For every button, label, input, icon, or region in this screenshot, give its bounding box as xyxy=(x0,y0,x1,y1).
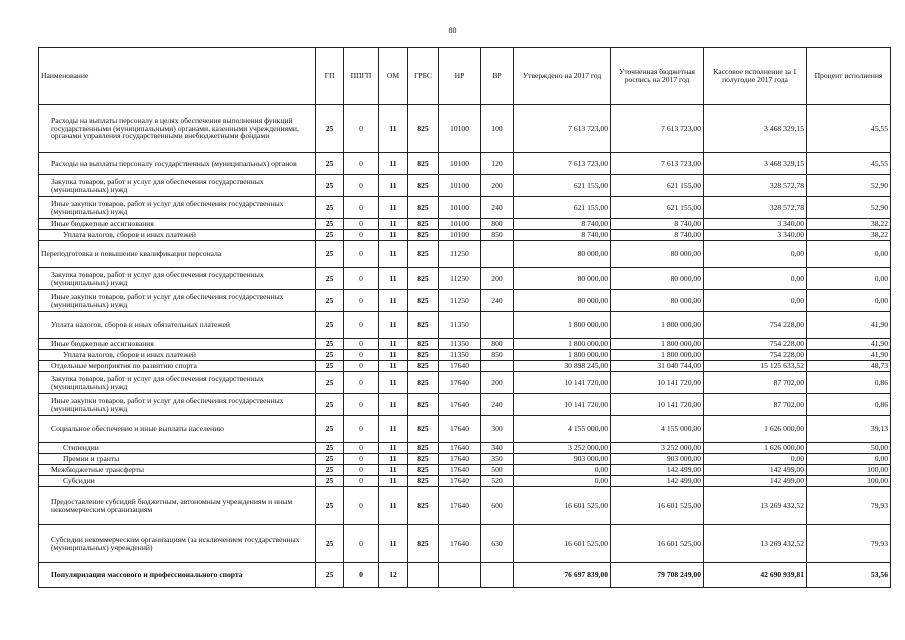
cell-nr: 10100 xyxy=(439,153,481,175)
cell-cash: 754 228,00 xyxy=(704,312,807,339)
cell-vr: 200 xyxy=(481,268,514,290)
cell-name: Стипендии xyxy=(39,443,316,454)
col-header-gp: ГП xyxy=(316,48,344,105)
cell-pct: 41,90 xyxy=(807,350,891,361)
cell-nr: 11350 xyxy=(439,339,481,350)
col-header-om: ОМ xyxy=(379,48,408,105)
cell-om: 11 xyxy=(379,219,408,230)
table-row xyxy=(39,443,891,454)
cell-pct: 53,56 xyxy=(807,563,891,588)
cell-name: Межбюджетные трансферты xyxy=(39,465,316,476)
cell-grbs: 825 xyxy=(408,230,439,241)
cell-nr: 17640 xyxy=(439,361,481,372)
cell-name: Закупка товаров, работ и услуг для обеспечения государственных (муниципальных) нужд xyxy=(39,175,316,197)
cell-nr: 11250 xyxy=(439,268,481,290)
cell-name: Субсидии некоммерческим организациям (за исключением государственных (муниципальных) учреждений) xyxy=(39,525,316,563)
cell-revised: 16 601 525,00 xyxy=(611,525,704,563)
col-header-name: Наименование xyxy=(39,48,316,105)
cell-om: 11 xyxy=(379,443,408,454)
cell-approved: 8 740,00 xyxy=(514,230,611,241)
table-row xyxy=(39,487,891,525)
cell-om: 11 xyxy=(379,525,408,563)
cell-vr xyxy=(481,563,514,588)
cell-grbs: 825 xyxy=(408,350,439,361)
cell-vr: 200 xyxy=(481,372,514,394)
cell-nr xyxy=(439,563,481,588)
cell-om: 11 xyxy=(379,476,408,487)
cell-revised: 31 040 744,00 xyxy=(611,361,704,372)
cell-vr: 120 xyxy=(481,153,514,175)
cell-cash: 15 125 633,52 xyxy=(704,361,807,372)
table-row xyxy=(39,312,891,339)
cell-cash: 1 626 000,00 xyxy=(704,416,807,443)
cell-vr: 800 xyxy=(481,219,514,230)
cell-vr: 350 xyxy=(481,454,514,465)
cell-approved: 76 697 839,00 xyxy=(514,563,611,588)
cell-om: 11 xyxy=(379,416,408,443)
cell-gp: 25 xyxy=(316,454,344,465)
cell-cash: 3 340,00 xyxy=(704,219,807,230)
cell-revised: 621 155,00 xyxy=(611,175,704,197)
cell-name: Отдельные мероприятия по развитию спорта xyxy=(39,361,316,372)
cell-approved: 621 155,00 xyxy=(514,175,611,197)
cell-gp: 25 xyxy=(316,312,344,339)
cell-gp: 25 xyxy=(316,372,344,394)
cell-pct: 100,00 xyxy=(807,476,891,487)
cell-approved: 16 601 525,00 xyxy=(514,487,611,525)
cell-approved: 7 613 723,00 xyxy=(514,153,611,175)
cell-om: 11 xyxy=(379,241,408,268)
cell-pct: 52,90 xyxy=(807,175,891,197)
cell-nr: 11350 xyxy=(439,350,481,361)
cell-gp: 25 xyxy=(316,525,344,563)
cell-gp: 25 xyxy=(316,105,344,153)
cell-revised: 10 141 720,00 xyxy=(611,372,704,394)
cell-gp: 25 xyxy=(316,230,344,241)
cell-revised: 80 000,00 xyxy=(611,268,704,290)
table-row xyxy=(39,290,891,312)
cell-grbs: 825 xyxy=(408,241,439,268)
cell-name: Уплата налогов, сборов и иных обязательных платежей xyxy=(39,312,316,339)
cell-ppgp: 0 xyxy=(344,361,379,372)
table-row xyxy=(39,372,891,394)
cell-nr: 10100 xyxy=(439,105,481,153)
cell-pct: 0,86 xyxy=(807,372,891,394)
cell-name: Популяризация массового и профессионального спорта xyxy=(39,563,316,588)
cell-ppgp: 0 xyxy=(344,454,379,465)
cell-gp: 25 xyxy=(316,268,344,290)
cell-vr: 240 xyxy=(481,394,514,416)
cell-approved: 903 000,00 xyxy=(514,454,611,465)
cell-vr xyxy=(481,312,514,339)
cell-nr: 17640 xyxy=(439,525,481,563)
cell-nr: 10100 xyxy=(439,197,481,219)
cell-cash: 13 269 432,52 xyxy=(704,525,807,563)
cell-grbs: 825 xyxy=(408,372,439,394)
budget-table xyxy=(38,47,891,588)
table-row xyxy=(39,105,891,153)
cell-revised: 7 613 723,00 xyxy=(611,105,704,153)
cell-revised: 80 000,00 xyxy=(611,241,704,268)
cell-approved: 1 800 000,00 xyxy=(514,312,611,339)
table-row xyxy=(39,175,891,197)
cell-gp: 25 xyxy=(316,394,344,416)
cell-gp: 25 xyxy=(316,476,344,487)
cell-gp: 25 xyxy=(316,197,344,219)
cell-vr: 200 xyxy=(481,175,514,197)
cell-revised: 1 800 000,00 xyxy=(611,312,704,339)
cell-gp: 25 xyxy=(316,241,344,268)
cell-om: 11 xyxy=(379,454,408,465)
table-row xyxy=(39,394,891,416)
cell-cash: 13 269 432,52 xyxy=(704,487,807,525)
cell-om: 11 xyxy=(379,312,408,339)
cell-ppgp: 0 xyxy=(344,105,379,153)
cell-nr: 17640 xyxy=(439,476,481,487)
cell-pct: 0,86 xyxy=(807,394,891,416)
cell-revised: 142 499,00 xyxy=(611,476,704,487)
cell-vr: 500 xyxy=(481,465,514,476)
cell-grbs: 825 xyxy=(408,105,439,153)
cell-gp: 25 xyxy=(316,361,344,372)
cell-ppgp: 0 xyxy=(344,230,379,241)
cell-revised: 3 252 000,00 xyxy=(611,443,704,454)
col-header-cash: Кассовое исполнение за 1 полугодие 2017 года xyxy=(704,48,807,105)
cell-grbs: 825 xyxy=(408,290,439,312)
cell-ppgp: 0 xyxy=(344,525,379,563)
cell-grbs: 825 xyxy=(408,443,439,454)
cell-cash: 3 468 329,15 xyxy=(704,105,807,153)
cell-ppgp: 0 xyxy=(344,372,379,394)
cell-grbs: 825 xyxy=(408,476,439,487)
cell-gp: 25 xyxy=(316,290,344,312)
cell-grbs: 825 xyxy=(408,416,439,443)
cell-approved: 4 155 000,00 xyxy=(514,416,611,443)
cell-name: Переподготовка и повышение квалификации персонала xyxy=(39,241,316,268)
cell-pct: 0,00 xyxy=(807,454,891,465)
cell-gp: 25 xyxy=(316,443,344,454)
cell-om: 11 xyxy=(379,290,408,312)
cell-ppgp: 0 xyxy=(344,290,379,312)
cell-name: Иные закупки товаров, работ и услуг для обеспечения государственных (муниципальных) нужд xyxy=(39,197,316,219)
cell-grbs: 825 xyxy=(408,219,439,230)
cell-om: 11 xyxy=(379,361,408,372)
cell-grbs: 825 xyxy=(408,312,439,339)
cell-approved: 10 141 720,00 xyxy=(514,372,611,394)
cell-ppgp: 0 xyxy=(344,339,379,350)
cell-nr: 17640 xyxy=(439,465,481,476)
table-row xyxy=(39,525,891,563)
table-row xyxy=(39,219,891,230)
cell-revised: 79 708 249,00 xyxy=(611,563,704,588)
table-row xyxy=(39,563,891,588)
cell-name: Закупка товаров, работ и услуг для обеспечения государственных (муниципальных) нужд xyxy=(39,372,316,394)
cell-cash: 142 499,00 xyxy=(704,465,807,476)
cell-cash: 42 690 939,81 xyxy=(704,563,807,588)
cell-ppgp: 0 xyxy=(344,394,379,416)
cell-vr: 630 xyxy=(481,525,514,563)
cell-pct: 39,13 xyxy=(807,416,891,443)
cell-approved: 1 800 000,00 xyxy=(514,339,611,350)
cell-revised: 80 000,00 xyxy=(611,290,704,312)
cell-name: Уплата налогов, сборов и иных платежей xyxy=(39,350,316,361)
table-row xyxy=(39,153,891,175)
cell-gp: 25 xyxy=(316,487,344,525)
cell-gp: 25 xyxy=(316,339,344,350)
cell-grbs: 825 xyxy=(408,394,439,416)
col-header-revised: Уточненная бюджетная роспись на 2017 год xyxy=(611,48,704,105)
cell-om: 11 xyxy=(379,372,408,394)
cell-pct: 79,93 xyxy=(807,487,891,525)
cell-approved: 30 898 245,00 xyxy=(514,361,611,372)
cell-pct: 0,00 xyxy=(807,290,891,312)
cell-om: 11 xyxy=(379,487,408,525)
cell-ppgp: 0 xyxy=(344,476,379,487)
cell-ppgp: 0 xyxy=(344,153,379,175)
col-header-approved: Утверждено на 2017 год xyxy=(514,48,611,105)
cell-revised: 16 601 525,00 xyxy=(611,487,704,525)
cell-pct: 52,90 xyxy=(807,197,891,219)
cell-ppgp: 0 xyxy=(344,350,379,361)
cell-grbs: 825 xyxy=(408,525,439,563)
cell-cash: 1 626 000,00 xyxy=(704,443,807,454)
cell-vr: 800 xyxy=(481,339,514,350)
table-row xyxy=(39,241,891,268)
cell-cash: 0,00 xyxy=(704,268,807,290)
cell-nr: 11350 xyxy=(439,312,481,339)
cell-name: Расходы на выплаты персоналу государственных (муниципальных) органов xyxy=(39,153,316,175)
cell-pct: 0,00 xyxy=(807,268,891,290)
cell-grbs: 825 xyxy=(408,197,439,219)
table-row xyxy=(39,476,891,487)
cell-nr: 17640 xyxy=(439,487,481,525)
cell-grbs: 825 xyxy=(408,465,439,476)
cell-ppgp: 0 xyxy=(344,197,379,219)
cell-pct: 79,93 xyxy=(807,525,891,563)
cell-name: Субсидии xyxy=(39,476,316,487)
cell-vr: 300 xyxy=(481,416,514,443)
cell-revised: 142 499,00 xyxy=(611,465,704,476)
cell-approved: 16 601 525,00 xyxy=(514,525,611,563)
cell-vr: 520 xyxy=(481,476,514,487)
cell-ppgp: 0 xyxy=(344,465,379,476)
cell-approved: 621 155,00 xyxy=(514,197,611,219)
cell-ppgp: 0 xyxy=(344,312,379,339)
cell-revised: 10 141 720,00 xyxy=(611,394,704,416)
cell-vr xyxy=(481,241,514,268)
cell-approved: 7 613 723,00 xyxy=(514,105,611,153)
cell-approved: 80 000,00 xyxy=(514,290,611,312)
cell-cash: 87 702,00 xyxy=(704,372,807,394)
cell-name: Уплата налогов, сборов и иных платежей xyxy=(39,230,316,241)
cell-pct: 48,73 xyxy=(807,361,891,372)
table-header-row xyxy=(39,48,891,105)
col-header-vr: ВР xyxy=(481,48,514,105)
cell-om: 11 xyxy=(379,394,408,416)
cell-name: Премии и гранты xyxy=(39,454,316,465)
cell-cash: 754 228,00 xyxy=(704,339,807,350)
cell-grbs: 825 xyxy=(408,153,439,175)
cell-pct: 100,00 xyxy=(807,465,891,476)
cell-cash: 87 702,00 xyxy=(704,394,807,416)
cell-approved: 80 000,00 xyxy=(514,268,611,290)
cell-ppgp: 0 xyxy=(344,241,379,268)
cell-revised: 4 155 000,00 xyxy=(611,416,704,443)
cell-vr: 100 xyxy=(481,105,514,153)
cell-name: Иные бюджетные ассигнования xyxy=(39,219,316,230)
cell-om: 11 xyxy=(379,197,408,219)
cell-ppgp: 0 xyxy=(344,443,379,454)
cell-ppgp: 0 xyxy=(344,268,379,290)
table-row xyxy=(39,339,891,350)
cell-cash: 0,00 xyxy=(704,454,807,465)
cell-approved: 0,00 xyxy=(514,465,611,476)
cell-grbs: 825 xyxy=(408,487,439,525)
cell-gp: 25 xyxy=(316,416,344,443)
cell-cash: 142 499,00 xyxy=(704,476,807,487)
cell-name: Иные бюджетные ассигнования xyxy=(39,339,316,350)
cell-om: 11 xyxy=(379,105,408,153)
cell-om: 11 xyxy=(379,153,408,175)
cell-cash: 328 572,78 xyxy=(704,175,807,197)
cell-nr: 17640 xyxy=(439,372,481,394)
cell-approved: 0,00 xyxy=(514,476,611,487)
cell-om: 11 xyxy=(379,230,408,241)
cell-grbs xyxy=(408,563,439,588)
cell-om: 11 xyxy=(379,339,408,350)
cell-ppgp: 0 xyxy=(344,416,379,443)
cell-approved: 1 800 000,00 xyxy=(514,350,611,361)
page-number: 80 xyxy=(448,26,457,35)
cell-name: Предоставление субсидий бюджетным, автономным учреждениям и иным некоммерческим организациям xyxy=(39,487,316,525)
table-row xyxy=(39,230,891,241)
cell-revised: 903 000,00 xyxy=(611,454,704,465)
table-row xyxy=(39,465,891,476)
cell-gp: 25 xyxy=(316,153,344,175)
cell-nr: 11250 xyxy=(439,290,481,312)
table-row xyxy=(39,454,891,465)
cell-vr: 850 xyxy=(481,230,514,241)
cell-revised: 1 800 000,00 xyxy=(611,339,704,350)
cell-nr: 17640 xyxy=(439,454,481,465)
cell-gp: 25 xyxy=(316,563,344,588)
cell-ppgp: 0 xyxy=(344,563,379,588)
col-header-nr: НР xyxy=(439,48,481,105)
cell-nr: 10100 xyxy=(439,219,481,230)
col-header-pct: Процент исполнения xyxy=(807,48,891,105)
cell-cash: 0,00 xyxy=(704,241,807,268)
cell-nr: 10100 xyxy=(439,175,481,197)
cell-nr: 17640 xyxy=(439,443,481,454)
cell-approved: 80 000,00 xyxy=(514,241,611,268)
cell-approved: 8 740,00 xyxy=(514,219,611,230)
cell-pct: 0,00 xyxy=(807,241,891,268)
cell-pct: 41,90 xyxy=(807,312,891,339)
cell-pct: 50,00 xyxy=(807,443,891,454)
cell-revised: 8 740,00 xyxy=(611,219,704,230)
cell-gp: 25 xyxy=(316,175,344,197)
cell-nr: 10100 xyxy=(439,230,481,241)
cell-cash: 754 228,00 xyxy=(704,350,807,361)
cell-nr: 17640 xyxy=(439,416,481,443)
cell-approved: 10 141 720,00 xyxy=(514,394,611,416)
col-header-grbs: ГРБС xyxy=(408,48,439,105)
cell-ppgp: 0 xyxy=(344,219,379,230)
cell-grbs: 825 xyxy=(408,268,439,290)
cell-cash: 3 468 329,15 xyxy=(704,153,807,175)
cell-cash: 0,00 xyxy=(704,290,807,312)
cell-name: Иные закупки товаров, работ и услуг для обеспечения государственных (муниципальных) нужд xyxy=(39,394,316,416)
cell-vr: 850 xyxy=(481,350,514,361)
cell-approved: 3 252 000,00 xyxy=(514,443,611,454)
cell-vr xyxy=(481,361,514,372)
table-row xyxy=(39,197,891,219)
cell-grbs: 825 xyxy=(408,175,439,197)
cell-vr: 600 xyxy=(481,487,514,525)
cell-pct: 45,55 xyxy=(807,153,891,175)
cell-grbs: 825 xyxy=(408,339,439,350)
cell-vr: 340 xyxy=(481,443,514,454)
cell-gp: 25 xyxy=(316,219,344,230)
cell-pct: 38,22 xyxy=(807,230,891,241)
cell-revised: 8 740,00 xyxy=(611,230,704,241)
table-row xyxy=(39,361,891,372)
cell-grbs: 825 xyxy=(408,361,439,372)
cell-gp: 25 xyxy=(316,465,344,476)
cell-vr: 240 xyxy=(481,197,514,219)
cell-om: 11 xyxy=(379,350,408,361)
cell-nr: 17640 xyxy=(439,394,481,416)
col-header-ppgp: ППГП xyxy=(344,48,379,105)
cell-cash: 3 340,00 xyxy=(704,230,807,241)
table-row xyxy=(39,268,891,290)
table-row xyxy=(39,350,891,361)
cell-name: Социальное обеспечение и иные выплаты населению xyxy=(39,416,316,443)
cell-nr: 11250 xyxy=(439,241,481,268)
cell-gp: 25 xyxy=(316,350,344,361)
cell-pct: 41,90 xyxy=(807,339,891,350)
cell-revised: 621 155,00 xyxy=(611,197,704,219)
cell-om: 11 xyxy=(379,465,408,476)
cell-pct: 45,55 xyxy=(807,105,891,153)
cell-om: 11 xyxy=(379,175,408,197)
table-row xyxy=(39,416,891,443)
cell-revised: 1 800 000,00 xyxy=(611,350,704,361)
cell-grbs: 825 xyxy=(408,454,439,465)
cell-om: 11 xyxy=(379,268,408,290)
cell-ppgp: 0 xyxy=(344,487,379,525)
cell-revised: 7 613 723,00 xyxy=(611,153,704,175)
cell-name: Расходы на выплаты персоналу в целях обеспечения выполнения функций государственными (муниципальными) органами, казенными учреждениями, органами управления государственными внебюджетными фондами xyxy=(39,105,316,153)
cell-vr: 240 xyxy=(481,290,514,312)
cell-cash: 328 572,78 xyxy=(704,197,807,219)
cell-om: 12 xyxy=(379,563,408,588)
cell-name: Иные закупки товаров, работ и услуг для обеспечения государственных (муниципальных) нужд xyxy=(39,290,316,312)
cell-pct: 38,22 xyxy=(807,219,891,230)
cell-name: Закупка товаров, работ и услуг для обеспечения государственных (муниципальных) нужд xyxy=(39,268,316,290)
cell-ppgp: 0 xyxy=(344,175,379,197)
